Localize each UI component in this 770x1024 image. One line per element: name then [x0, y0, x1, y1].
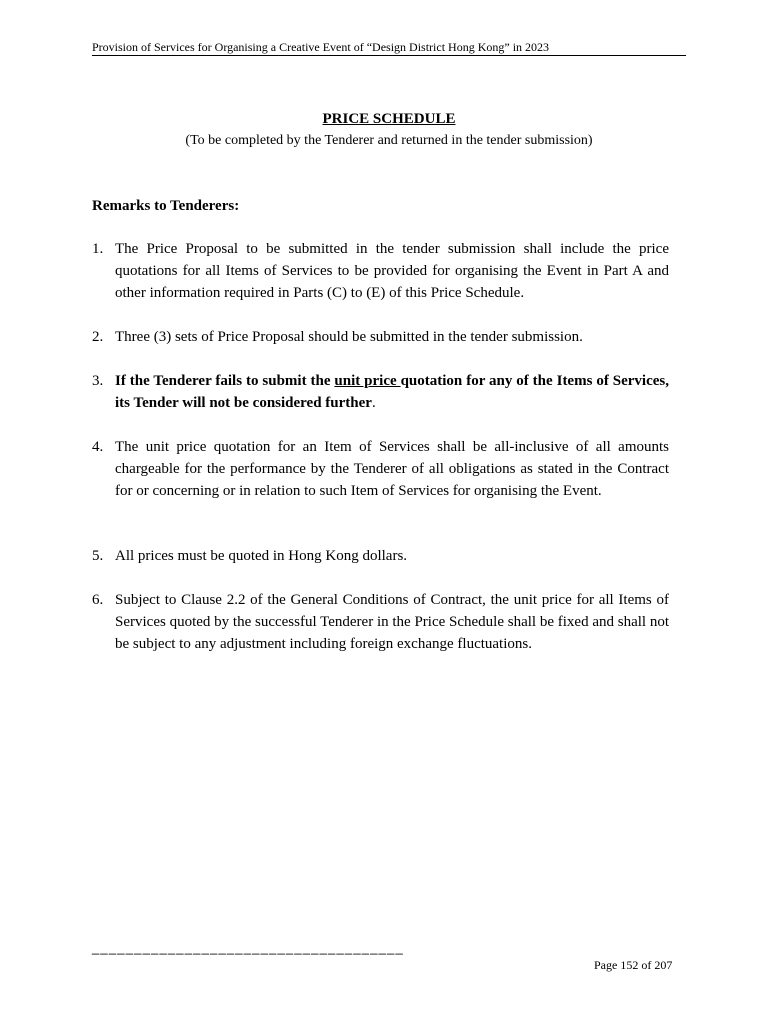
remark-item-2 [92, 326, 669, 348]
remark-text: Three (3) sets of Price Proposal should be submitted in the tender submission. [115, 329, 583, 345]
remark-bold-text: If the Tenderer fails to submit the [115, 373, 335, 389]
remark-text [115, 370, 669, 414]
running-header: Provision of Services for Organising a Creative Event of “Design District Hong Kong” in 2023 [92, 40, 686, 56]
remark-bold-text: quotation for any of the Items of Services, its Tender will not be considered further [115, 373, 669, 411]
remark-number: 6. [92, 592, 104, 608]
remark-number: 4. [92, 439, 104, 455]
remark-item-4 [92, 436, 669, 502]
footnote-separator: _____________________________________ [92, 940, 404, 955]
page-title [0, 110, 770, 128]
page-number: Page 152 of 207 [594, 958, 673, 972]
remark-text: The unit price quotation for an Item of Services shall be all-inclusive of all amounts chargeable for the performance by the Tenderer of all obligations as stated in the Contract for or concerning or in relation to such Item of Services for organising the Event. [115, 439, 669, 499]
remark-text: All prices must be quoted in Hong Kong dollars. [115, 548, 408, 564]
page-title-text: PRICE SCHEDULE [322, 111, 456, 127]
remark-number: 2. [92, 329, 104, 345]
remark-item-6 [92, 589, 669, 655]
remark-item-5 [92, 545, 669, 567]
page-subtitle: (To be completed by the Tenderer and returned in the tender submission) [185, 133, 593, 148]
remark-number: 3. [92, 373, 104, 389]
remark-text: The Price Proposal to be submitted in the tender submission shall include the price quotations for all Items of Services to be provided for organising the Event in Part A and other information required in Parts (C) to (E) of this Price Schedule. [115, 241, 669, 301]
remark-number: 1. [92, 241, 104, 257]
remark-underlined-text: unit price [334, 373, 401, 389]
remark-item-1 [92, 238, 669, 304]
remark-number: 5. [92, 548, 104, 564]
remark-text: Subject to Clause 2.2 of the General Conditions of Contract, the unit price for all Items of Services quoted by the successful Tenderer in the Price Schedule shall be fixed and shall not be subject to any adjustment including foreign exchange fluctuations. [115, 592, 669, 652]
remark-item-3 [92, 370, 669, 414]
remark-suffix: . [371, 395, 376, 411]
remarks-heading: Remarks to Tenderers: [92, 198, 240, 214]
